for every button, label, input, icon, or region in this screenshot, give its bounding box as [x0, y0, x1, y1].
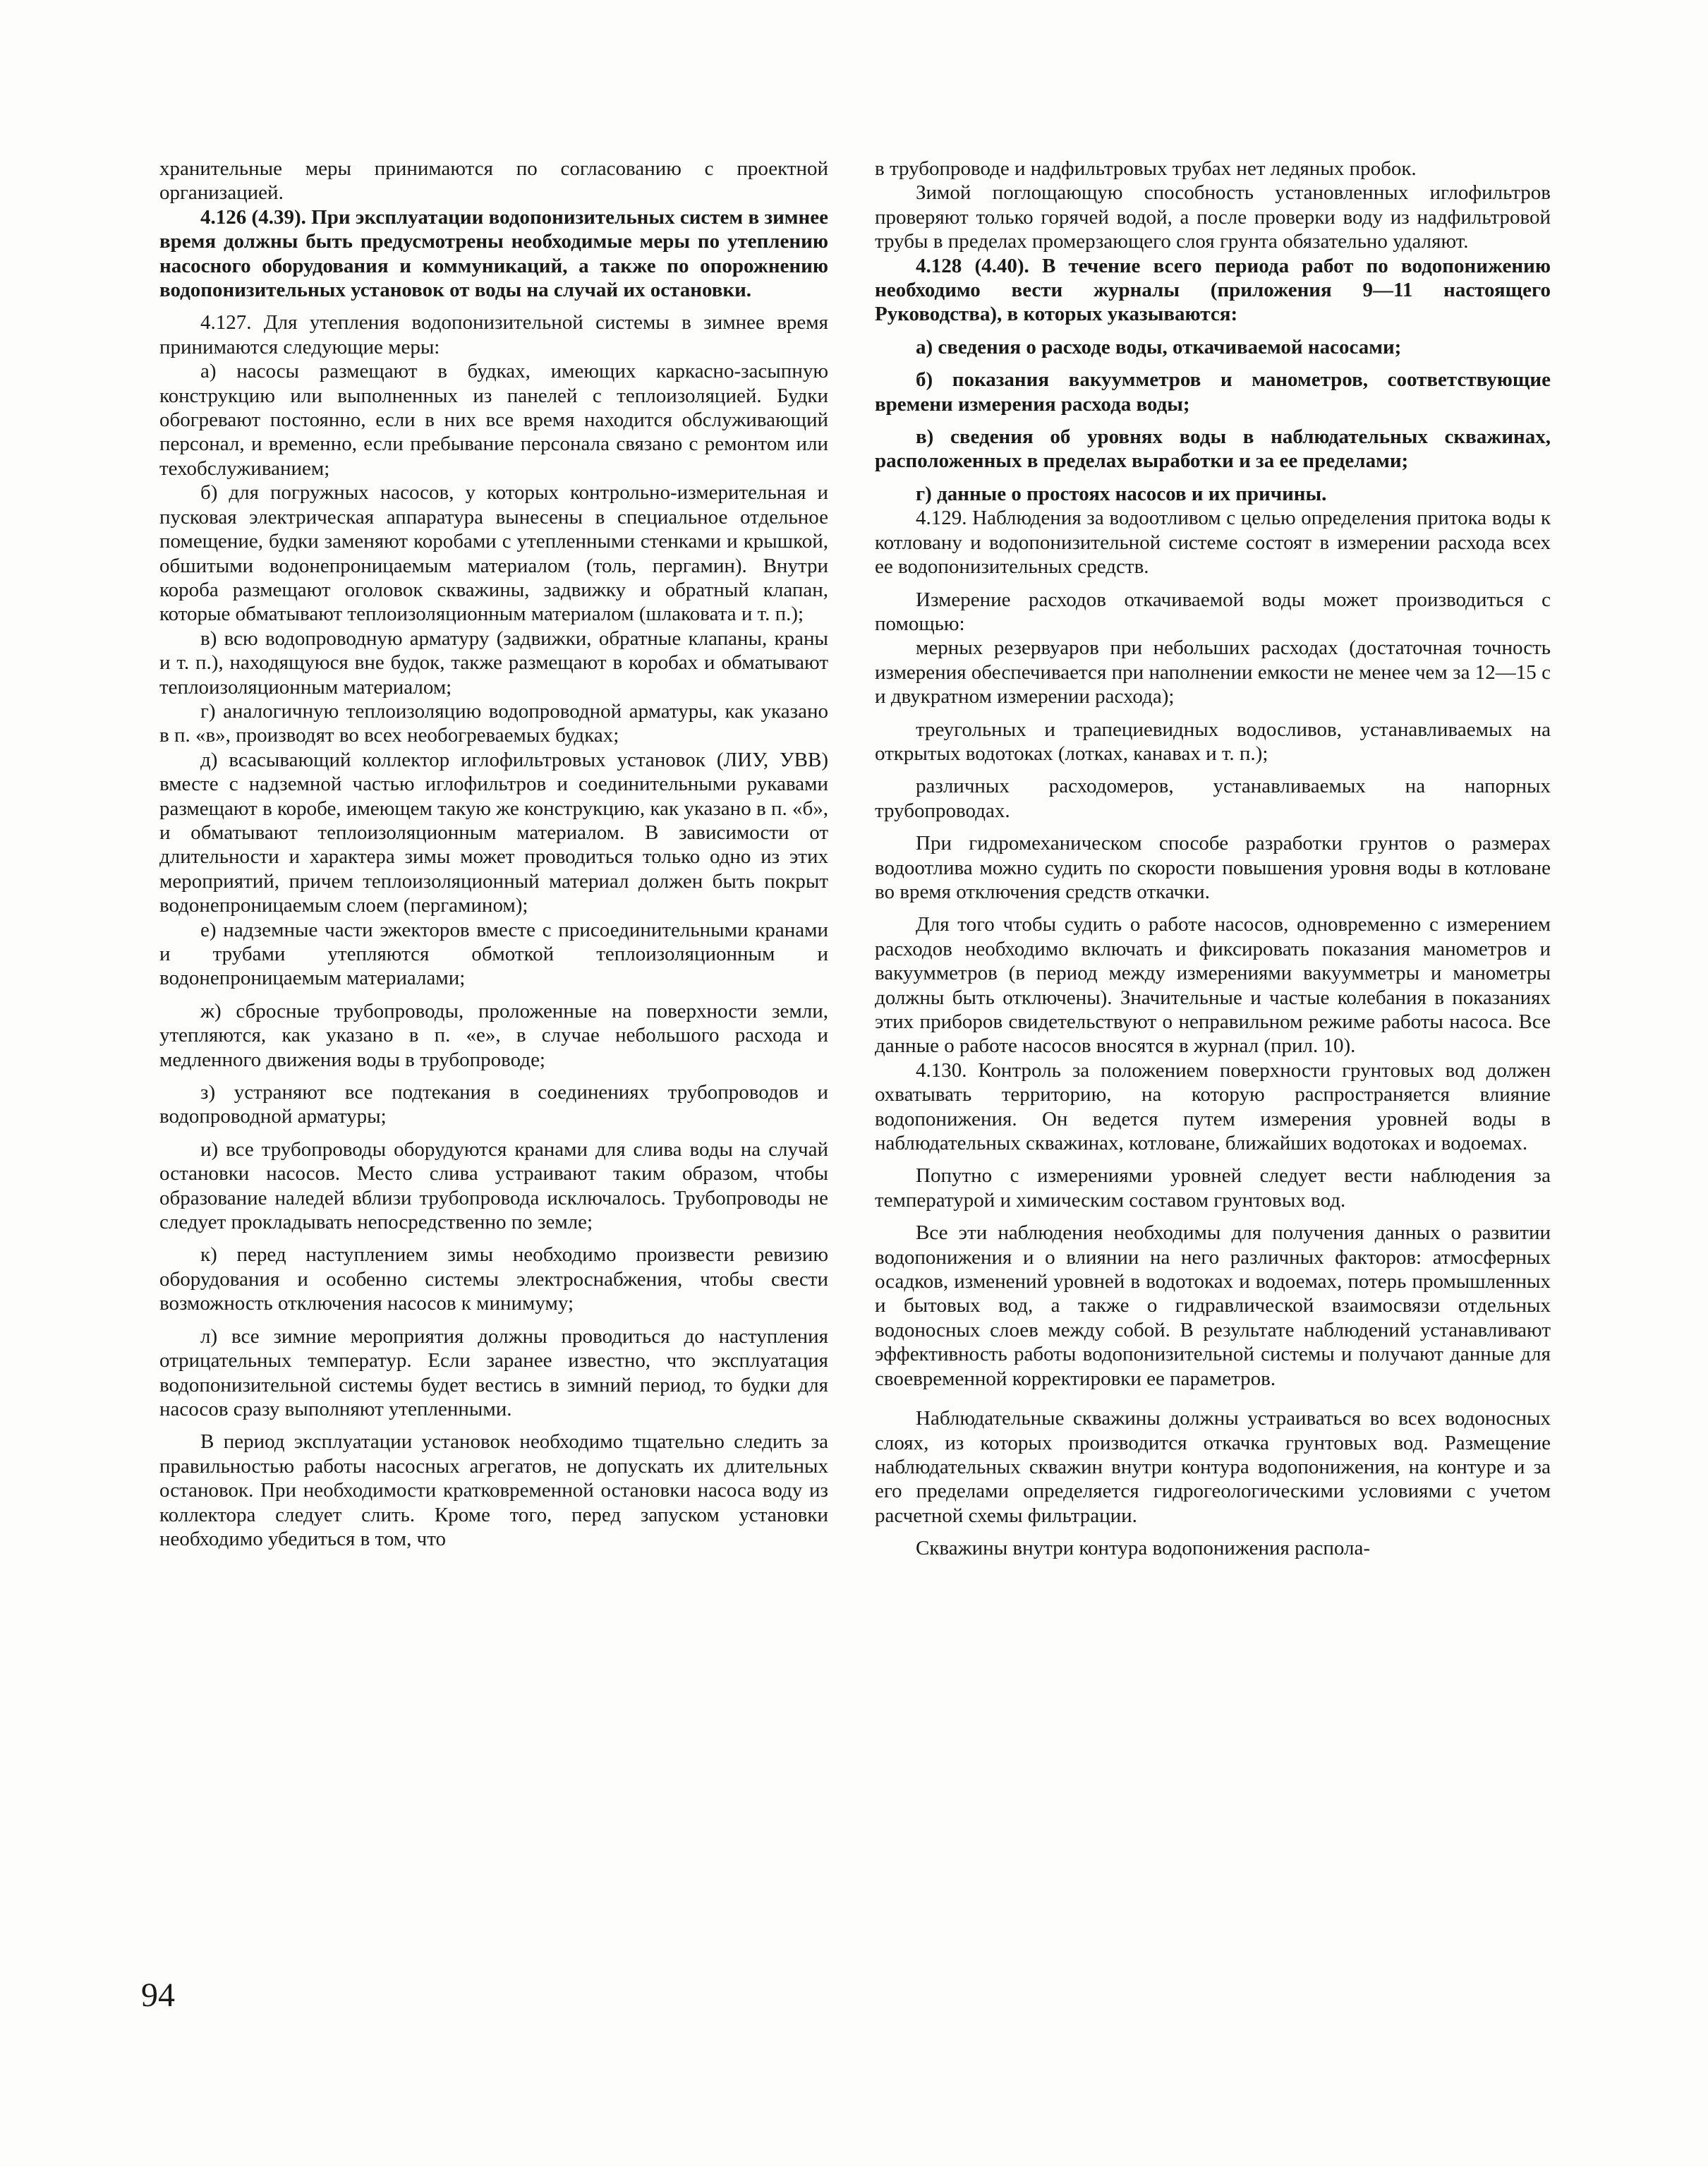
- paragraph: хранительные меры принимаются по согласованию с проектной организацией.: [159, 157, 828, 205]
- list-item-reservoirs: мерных резервуаров при небольших расходах (достаточная точность измерения обеспечивается при наполнении емкости не менее чем за 12—15 с и двукратном измерении расхода);: [875, 636, 1551, 708]
- list-item-a: а) насосы размещают в будках, имеющих каркасно-засыпную конструкцию или выполненных из панелей с теплоизоляцией. Будки обогревают постоянно, если в них все время находится обслуживающий персонал, и временно, если пребывание персонала связано с ремонтом или техобслуживанием;: [159, 360, 828, 480]
- right-column: [875, 157, 1551, 1561]
- list-item-g-bold: г) данные о простоях насосов и их причины.: [916, 482, 1327, 505]
- left-column: [159, 157, 828, 1551]
- paragraph-measurement: Измерение расходов откачиваемой воды может производиться с помощью:: [875, 588, 1551, 635]
- paragraph-4-128-heading: 4.128 (4.40). В течение всего периода работ по водопонижению необходимо вести журналы (приложения 9—11 настоящего Руководства), в которых указываются:: [875, 254, 1551, 326]
- list-item-v-bold: в) сведения об уровнях воды в наблюдательных скважинах, расположенных в пределах выработки и за ее пределами;: [875, 425, 1551, 473]
- paragraph-observation-wells: Наблюдательные скважины должны устраиваться во всех водоносных слоях, из которых производится откачка грунтовых вод. Размещение наблюдательных скважин внутри контура водопонижения, на контуре и за его пределами определяется гидрогеологическими условиями с учетом расчетной схемы фильтрации.: [875, 1407, 1551, 1527]
- list-item-z: з) устраняют все подтекания в соединениях трубопроводов и водопроводной арматуры;: [159, 1081, 828, 1128]
- paragraph-temperature: Попутно с измерениями уровней следует вести наблюдения за температурой и химическим составом грунтовых вод.: [875, 1164, 1551, 1212]
- paragraph-4-129: 4.129. Наблюдения за водоотливом с целью определения притока воды к котловану и водопонизительной системе состоят в измерении расхода всех ее водопонизительных средств.: [875, 507, 1551, 579]
- paragraph-4-126-heading: 4.126 (4.39). При эксплуатации водопонизительных систем в зимнее время должны быть предусмотрены необходимые меры по утеплению насосного оборудования и коммуникаций, а также по опорожнению водопонизительных установок от воды на случай их остановки.: [159, 205, 828, 302]
- paragraph-continuation: в трубопроводе и надфильтровых трубах нет ледяных пробок.: [875, 157, 1417, 180]
- list-item-b-bold: б) показания вакуумметров и манометров, соответствующие времени измерения расхода воды;: [875, 368, 1551, 416]
- paragraph-observations: Все эти наблюдения необходимы для получения данных о развитии водопонижения и о влиянии на него различных факторов: атмосферных осадков, изменений уровней в водотоках и водоемах, потерь промышленных и бытовых вод, а также о гидравлической взаимосвязи отдельных водоносных слоев между собой. В результате наблюдений устанавливают эффективность работы водопонизительной системы и получают данные для своевременной корректировки ее параметров.: [875, 1221, 1551, 1390]
- list-item-i: и) все трубопроводы оборудуются кранами для слива воды на случай остановки насосов. Место слива устраивают таким образом, чтобы образование наледей вблизи трубопровода исключалось. Трубопроводы не следует прокладывать непосредственно по земле;: [159, 1137, 828, 1234]
- paragraph-4-130: 4.130. Контроль за положением поверхности грунтовых вод должен охватывать территорию, на которую распространяется влияние водопонижения. Он ведется путем измерения уровней воды в наблюдательных скважинах, котловане, ближайших водотоках и водоемах.: [875, 1058, 1551, 1155]
- list-item-d: д) всасывающий коллектор иглофильтровых установок (ЛИУ, УВВ) вместе с надземной частью иглофильтров и соединительными рукавами размещают в коробе, имеющем такую же конструкцию, как указано в п. «б», и обматывают теплоизоляционным материалом. В зависимости от длительности и характера зимы может проводиться только одно из этих мероприятий, причем теплоизоляционный материал должен быть покрыт водонепроницаемым слоем (пергамином);: [159, 748, 828, 917]
- paragraph-winter-check: Зимой поглощающую способность установленных иглофильтров проверяют только горячей водой, а после проверки воду из надфильтровой трубы в пределах промерзающего слоя грунта обязательно удаляют.: [875, 181, 1551, 253]
- list-item-a-bold: а) сведения о расходе воды, откачиваемой насосами;: [916, 335, 1402, 358]
- paragraph-operation-period: В период эксплуатации установок необходимо тщательно следить за правильностью работы насосных агрегатов, не допускать их длительных остановок. При необходимости кратковременной остановки насоса воду из коллектора следует слить. Кроме того, перед запуском установки необходимо убедиться в том, что: [159, 1430, 828, 1550]
- list-item-weirs: треугольных и трапециевидных водосливов, устанавливаемых на открытых водотоках (лотках, канавах и т. п.);: [875, 718, 1551, 765]
- list-item-v: в) всю водопроводную арматуру (задвижки, обратные клапаны, краны и т. п.), находящуюся вне будок, также размещают в коробах и обматывают теплоизоляционным материалом;: [159, 627, 828, 699]
- list-item-zh: ж) сбросные трубопроводы, проложенные на поверхности земли, утепляются, как указано в п. «е», в случае небольшого расхода и медленного движения воды в трубопроводе;: [159, 999, 828, 1071]
- paragraph-4-127: 4.127. Для утепления водопонизительной системы в зимнее время принимаются следующие меры:: [159, 311, 828, 358]
- list-item-e: е) надземные части эжекторов вместе с присоединительными кранами и трубами утепляются обмоткой теплоизоляционным и водонепроницаемым материалами;: [159, 918, 828, 990]
- list-item-k: к) перед наступлением зимы необходимо произвести ревизию оборудования и особенно системы электроснабжения, чтобы свести возможность отключения насосов к минимуму;: [159, 1243, 828, 1315]
- paragraph-wells-inside: Скважины внутри контура водопонижения распола-: [916, 1537, 1370, 1560]
- list-item-b: б) для погружных насосов, у которых контрольно-измерительная и пусковая электрическая аппаратура вынесены в специальное отдельное помещение, будки заменяют коробами с утепленными стенками и крышкой, обшитыми водонепроницаемым материалом (толь, пергамин). Внутри короба размещают оголовок скважины, задвижку и обратный клапан, которые обматывают теплоизоляционным материалом (шлаковата и т. п.);: [159, 481, 828, 626]
- list-item-g: г) аналогичную теплоизоляцию водопроводной арматуры, как указано в п. «в», производят во всех необогреваемых будках;: [159, 699, 828, 747]
- paragraph-hydromechanical: При гидромеханическом способе разработки грунтов о размерах водоотлива можно судить по скорости повышения уровня воды в котловане во время отключения средств откачки.: [875, 832, 1551, 903]
- list-item-flowmeters: различных расходомеров, устанавливаемых на напорных трубопроводах.: [875, 775, 1551, 822]
- paragraph-pump-monitoring: Для того чтобы судить о работе насосов, одновременно с измерением расходов необходимо включать и фиксировать показания манометров и вакуумметров (в период между измерениями вакуумметры и манометры должны быть отключены). Значительные и частые колебания в показаниях этих приборов свидетельствуют о неправильном режиме работы насоса. Все данные о работе насосов вносятся в журнал (прил. 10).: [875, 913, 1551, 1058]
- list-item-l: л) все зимние мероприятия должны проводиться до наступления отрицательных температур. Если заранее известно, что эксплуатация водопонизительной системы будет вестись в зимний период, то будки для насосов сразу выполняют утепленными.: [159, 1324, 828, 1420]
- page-number: 94: [141, 1976, 175, 2014]
